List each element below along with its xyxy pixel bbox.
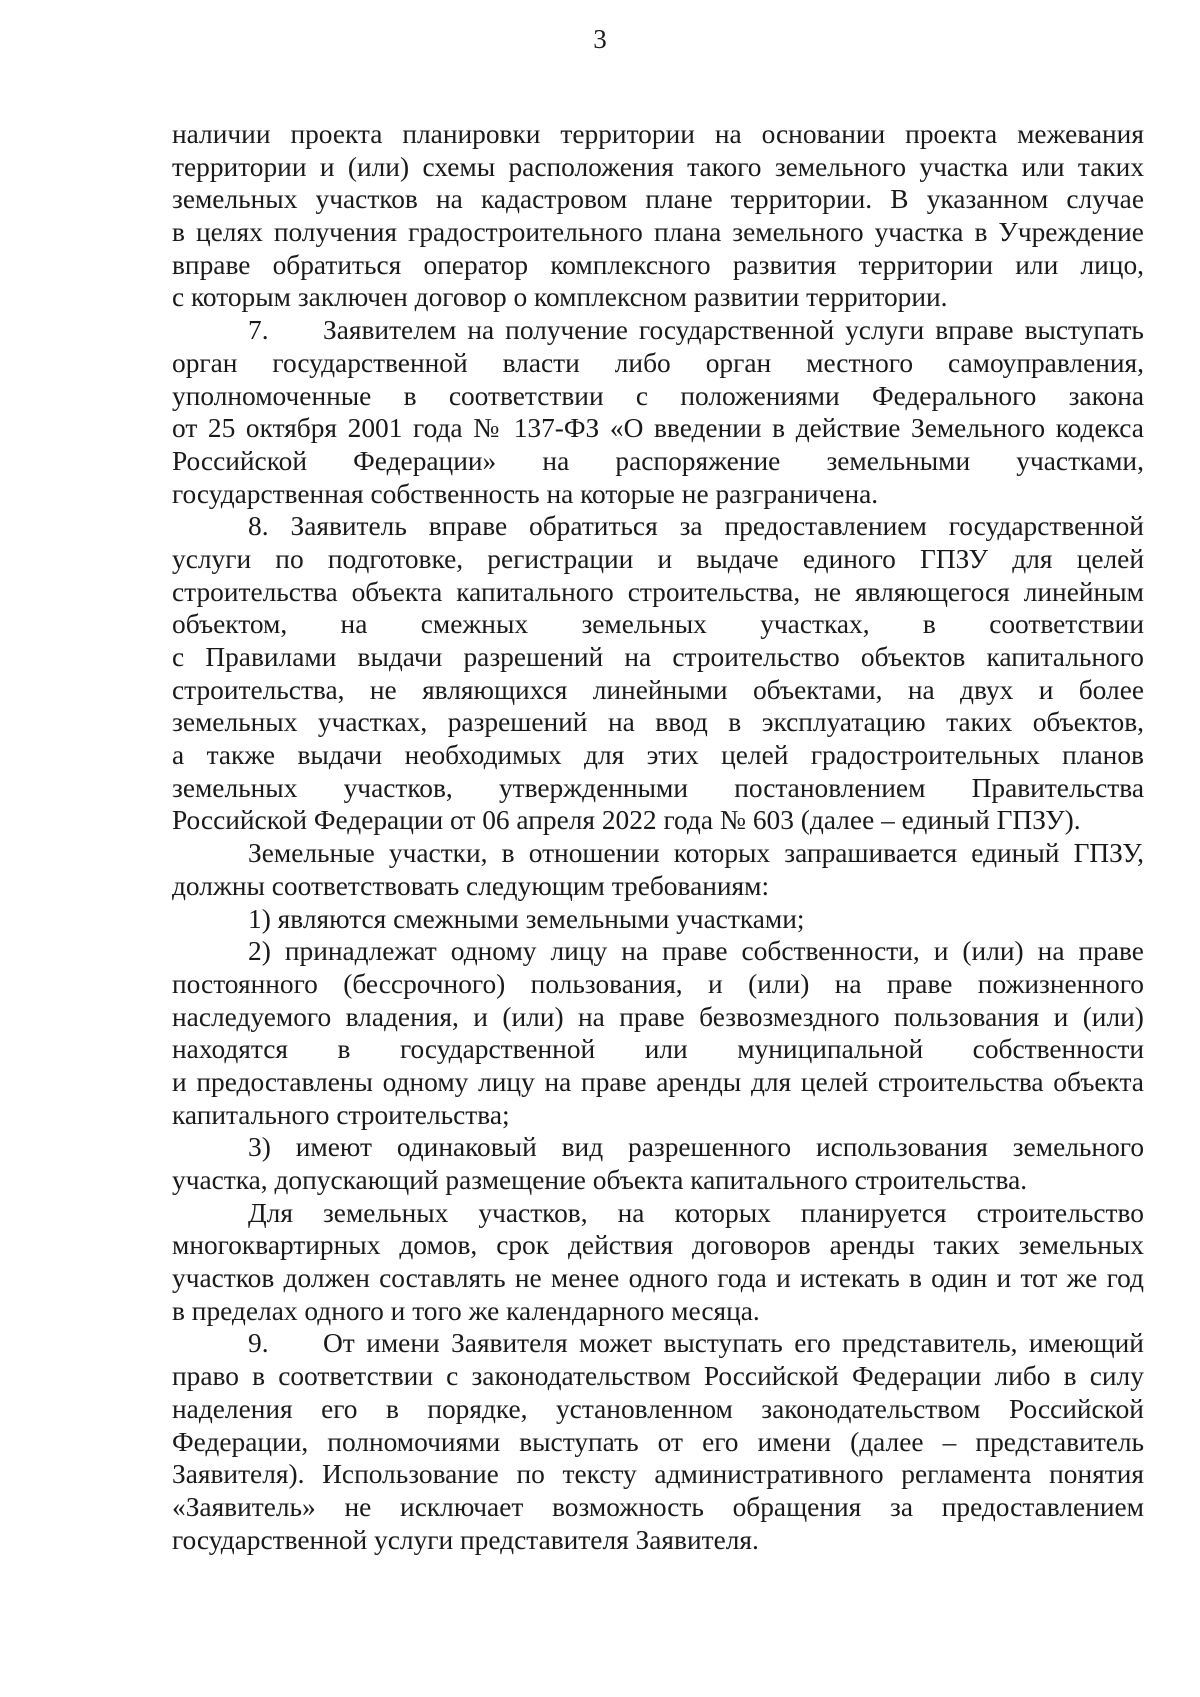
text-line [172, 1033, 1144, 1066]
line-text: земельных участков, утвержденными постановлением Правительства [172, 772, 1144, 803]
line-text: строительства, не являющихся линейными объектами, на двух и более [172, 674, 1145, 705]
line-text: наследуемого владения, и (или) на праве безвозмездного пользования и (или) [172, 1001, 1144, 1032]
document-body [172, 118, 1144, 1556]
line-text: участка, допускающий размещение объекта капитального строительства. [172, 1165, 1028, 1195]
text-line [172, 1524, 1144, 1557]
text-line [172, 968, 1144, 1001]
text-line [172, 870, 1144, 903]
text-line [172, 1295, 1144, 1328]
line-text: и предоставлены одному лицу на праве аренды для целей строительства объекта [172, 1066, 1144, 1097]
page-number: 3 [593, 24, 607, 54]
line-text: объектом, на смежных земельных участках, в соответствии [172, 609, 1144, 640]
text-line [172, 804, 1144, 837]
line-text: наличии проекта планировки территории на основании проекта межевания [172, 119, 1144, 149]
line-text: Заявителя). Использование по тексту административного регламента понятия [172, 1459, 1144, 1490]
line-text: 2) принадлежат одному лицу на праве собственности, и (или) на праве [248, 936, 1144, 967]
text-line [172, 772, 1144, 805]
line-text: в целях получения градостроительного плана земельного участка в Учреждение [172, 217, 1144, 248]
text-line [172, 903, 1144, 936]
text-line [172, 1262, 1144, 1295]
line-text: территории и (или) схемы расположения такого земельного участка или таких [172, 151, 1145, 182]
line-text: в пределах одного и того же календарного месяца. [172, 1295, 760, 1326]
text-line [172, 347, 1144, 380]
text-line [172, 249, 1144, 282]
line-text: Для земельных участков, на которых планируется строительство [248, 1197, 1144, 1228]
line-text: «Заявитель» не исключает возможность обращения за предоставлением [172, 1491, 1145, 1522]
line-text: государственной услуги представителя Заявителя. [172, 1524, 759, 1555]
text-line [172, 1491, 1144, 1524]
line-text: от 25 октября 2001 года № 137-ФЗ «О введении в действие Земельного кодекса [172, 413, 1144, 444]
line-text: наделения его в порядке, установленном законодательством Российской [172, 1393, 1144, 1424]
line-text: Заявителем на получение государственной услуги вправе выступать [323, 315, 1144, 346]
text-line [172, 1197, 1144, 1230]
text-line [172, 576, 1144, 609]
text-line [172, 1426, 1144, 1459]
line-text: услуги по подготовке, регистрации и выдаче единого ГПЗУ для целей [172, 543, 1144, 574]
line-text: Российской Федерации» на распоряжение земельными участками, [172, 445, 1144, 476]
text-line [172, 1458, 1144, 1491]
text-line [172, 641, 1144, 674]
line-text: строительства объекта капитального строительства, не являющегося линейным [172, 576, 1144, 607]
text-line [172, 543, 1144, 576]
text-line [172, 837, 1144, 870]
text-line [172, 478, 1144, 511]
text-line [172, 445, 1144, 478]
text-line [172, 1131, 1144, 1164]
text-line [172, 380, 1144, 413]
line-text: вправе обратиться оператор комплексного развития территории или лицо, [172, 249, 1145, 280]
text-line [172, 706, 1144, 739]
line-text: 3) имеют одинаковый вид разрешенного использования земельного [248, 1132, 1145, 1163]
line-text: 1) являются смежными земельными участками; [248, 903, 805, 934]
line-text: капитального строительства; [172, 1099, 510, 1130]
line-text: должны соответствовать следующим требованиям: [172, 870, 770, 901]
line-text: многоквартирных домов, срок действия договоров аренды таких земельных [172, 1230, 1144, 1261]
line-text: с Правилами выдачи разрешений на строительство объектов капитального [172, 642, 1144, 672]
text-line [172, 1393, 1144, 1426]
text-line [172, 935, 1144, 968]
line-text: Федерации, полномочиями выступать от его имени (далее – представитель [172, 1426, 1144, 1457]
text-line [172, 1066, 1144, 1099]
text-line [172, 1229, 1144, 1262]
text-line [172, 1327, 1144, 1360]
line-text: участков должен составлять не менее одного года и истекать в один и тот же год [172, 1263, 1144, 1294]
text-line [172, 216, 1144, 249]
line-text: с которым заключен договор о комплексном развитии территории. [172, 282, 948, 313]
text-line [172, 1360, 1144, 1393]
text-line [172, 412, 1144, 445]
line-text: От имени Заявителя может выступать его представитель, имеющий [323, 1328, 1144, 1359]
text-line [172, 314, 1144, 347]
line-text: Земельные участки, в отношении которых запрашивается единый ГПЗУ, [248, 838, 1144, 869]
text-line [172, 1099, 1144, 1132]
text-line [172, 1164, 1144, 1197]
text-line [172, 510, 1144, 543]
line-text: уполномоченные в соответствии с положениями Федерального закона [172, 380, 1145, 411]
item-number: 9. [248, 1328, 269, 1359]
text-line [172, 1001, 1144, 1034]
line-text: 8. Заявитель вправе обратиться за предоставлением государственной [248, 511, 1144, 542]
text-line [172, 608, 1144, 641]
text-line [172, 674, 1144, 707]
line-text: Российской Федерации от 06 апреля 2022 года № 603 (далее – единый ГПЗУ). [172, 805, 1081, 836]
text-line [172, 151, 1144, 184]
line-text: орган государственной власти либо орган местного самоуправления, [172, 347, 1145, 378]
line-text: а также выдачи необходимых для этих целей градостроительных планов [172, 740, 1144, 771]
line-text: государственная собственность на которые не разграничена. [172, 478, 879, 509]
line-text: земельных участках, разрешений на ввод в эксплуатацию таких объектов, [172, 707, 1144, 738]
line-text: постоянного (бессрочного) пользования, и (или) на праве пожизненного [172, 968, 1144, 999]
line-text: земельных участков на кадастровом плане территории. В указанном случае [172, 184, 1145, 215]
text-line [172, 183, 1144, 216]
text-line [172, 281, 1144, 314]
text-line [172, 739, 1144, 772]
line-text: находятся в государственной или муниципальной собственности [172, 1034, 1144, 1065]
item-number: 7. [248, 315, 269, 346]
line-text: право в соответствии с законодательством Российской Федерации либо в силу [172, 1361, 1144, 1392]
text-line [172, 118, 1144, 151]
